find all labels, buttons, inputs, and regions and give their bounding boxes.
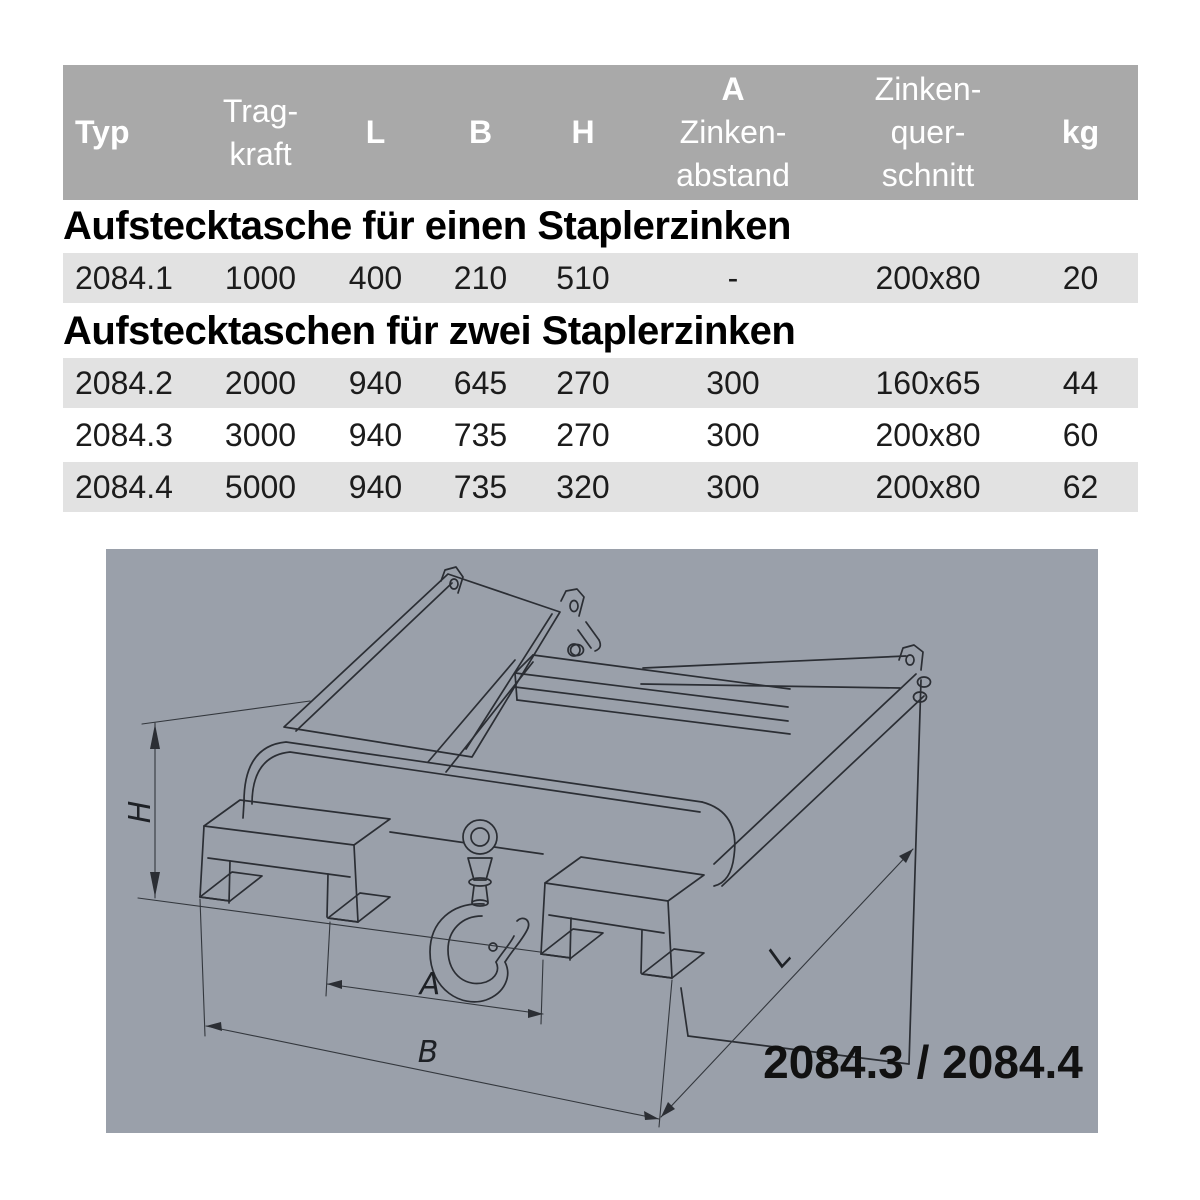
lifting-lug-right bbox=[899, 645, 931, 702]
table-header-row bbox=[63, 65, 1138, 200]
cell-l: 940 bbox=[348, 416, 403, 453]
lifting-lug-left bbox=[441, 567, 463, 593]
column-header-zinkenquerschnitt bbox=[833, 65, 1023, 200]
fork-pocket-right bbox=[541, 857, 704, 978]
table-row-2084-1 bbox=[63, 253, 1138, 303]
dim-label-h: H bbox=[123, 800, 158, 824]
column-label: A bbox=[721, 71, 745, 107]
column-header-zinkenabstand bbox=[633, 65, 833, 200]
cell-typ: 2084.1 bbox=[75, 259, 173, 296]
cell-h: 320 bbox=[556, 468, 610, 505]
table-row-2084-4 bbox=[63, 462, 1138, 512]
cell-zinkenabstand: 300 bbox=[706, 468, 760, 505]
cell-zinkenabstand: 300 bbox=[706, 416, 760, 453]
technical-drawing-panel bbox=[106, 549, 1098, 1133]
dim-label-a: A bbox=[419, 967, 441, 1002]
column-header-l bbox=[323, 65, 428, 200]
cross-beam bbox=[515, 644, 790, 734]
cell-kg: 20 bbox=[1062, 259, 1099, 296]
dim-label-l: L bbox=[761, 938, 799, 975]
spec-table bbox=[63, 65, 1138, 514]
isometric-drawing bbox=[106, 549, 1098, 1133]
column-label: Zinken- bbox=[874, 71, 982, 107]
cell-b: 645 bbox=[453, 364, 508, 401]
eye-ring bbox=[463, 820, 497, 854]
drawing-caption: 2084.3 / 2084.4 bbox=[763, 1036, 1083, 1088]
cell-tragkraft: 5000 bbox=[224, 468, 297, 505]
dim-label-b: B bbox=[417, 1035, 439, 1070]
lifting-lug-middle bbox=[561, 589, 600, 656]
column-label: L bbox=[365, 114, 386, 150]
column-label: schnitt bbox=[881, 157, 975, 193]
column-label: H bbox=[571, 114, 595, 150]
cell-b: 210 bbox=[453, 259, 508, 296]
column-header-tragkraft bbox=[198, 65, 323, 200]
cell-tragkraft: 3000 bbox=[224, 416, 297, 453]
section-heading-two-tines: Aufstecktaschen für zwei Staplerzinken bbox=[63, 305, 1138, 358]
cell-zinkenquerschnitt: 160x65 bbox=[875, 364, 981, 401]
cell-zinkenquerschnitt: 200x80 bbox=[875, 416, 981, 453]
column-label: Typ bbox=[75, 114, 130, 150]
cell-typ: 2084.3 bbox=[75, 416, 173, 453]
crane-hook bbox=[430, 820, 529, 1002]
table-row-2084-3 bbox=[63, 410, 1138, 460]
column-label: kg bbox=[1061, 114, 1100, 150]
cell-tragkraft: 2000 bbox=[224, 364, 297, 401]
column-label: B bbox=[468, 114, 493, 150]
table-row-2084-2 bbox=[63, 358, 1138, 408]
cell-kg: 62 bbox=[1062, 468, 1099, 505]
column-label: Zinken- bbox=[679, 114, 787, 150]
cell-h: 270 bbox=[556, 416, 610, 453]
fork-pocket-left bbox=[200, 800, 390, 922]
body-side-panel bbox=[681, 674, 924, 1064]
section-heading-one-tine: Aufstecktasche für einen Staplerzinken bbox=[63, 200, 1138, 253]
column-label: quer- bbox=[890, 114, 966, 150]
cell-tragkraft: 1000 bbox=[224, 259, 297, 296]
deck-lines bbox=[428, 660, 533, 772]
cell-kg: 44 bbox=[1062, 364, 1099, 401]
column-label: kraft bbox=[229, 135, 292, 172]
column-header-kg bbox=[1023, 65, 1138, 200]
cell-l: 400 bbox=[348, 259, 403, 296]
cell-l: 940 bbox=[348, 468, 403, 505]
column-label: abstand bbox=[676, 157, 790, 193]
cell-zinkenquerschnitt: 200x80 bbox=[875, 259, 981, 296]
column-label: Trag- bbox=[222, 92, 299, 129]
cell-b: 735 bbox=[453, 468, 508, 505]
cell-h: 270 bbox=[556, 364, 610, 401]
cell-typ: 2084.2 bbox=[75, 364, 173, 401]
column-header-h bbox=[533, 65, 633, 200]
rear-right-plate bbox=[641, 656, 906, 688]
cell-zinkenabstand: 300 bbox=[706, 364, 760, 401]
column-header-b bbox=[428, 65, 533, 200]
front-plate bbox=[243, 742, 735, 886]
cell-zinkenabstand: - bbox=[727, 259, 739, 296]
column-header-typ bbox=[63, 65, 198, 200]
cell-l: 940 bbox=[348, 364, 403, 401]
cell-kg: 60 bbox=[1062, 416, 1099, 453]
cell-b: 735 bbox=[453, 416, 508, 453]
cell-h: 510 bbox=[556, 259, 610, 296]
rear-left-plate bbox=[284, 574, 560, 757]
cell-zinkenquerschnitt: 200x80 bbox=[875, 468, 981, 505]
cell-typ: 2084.4 bbox=[75, 468, 173, 505]
